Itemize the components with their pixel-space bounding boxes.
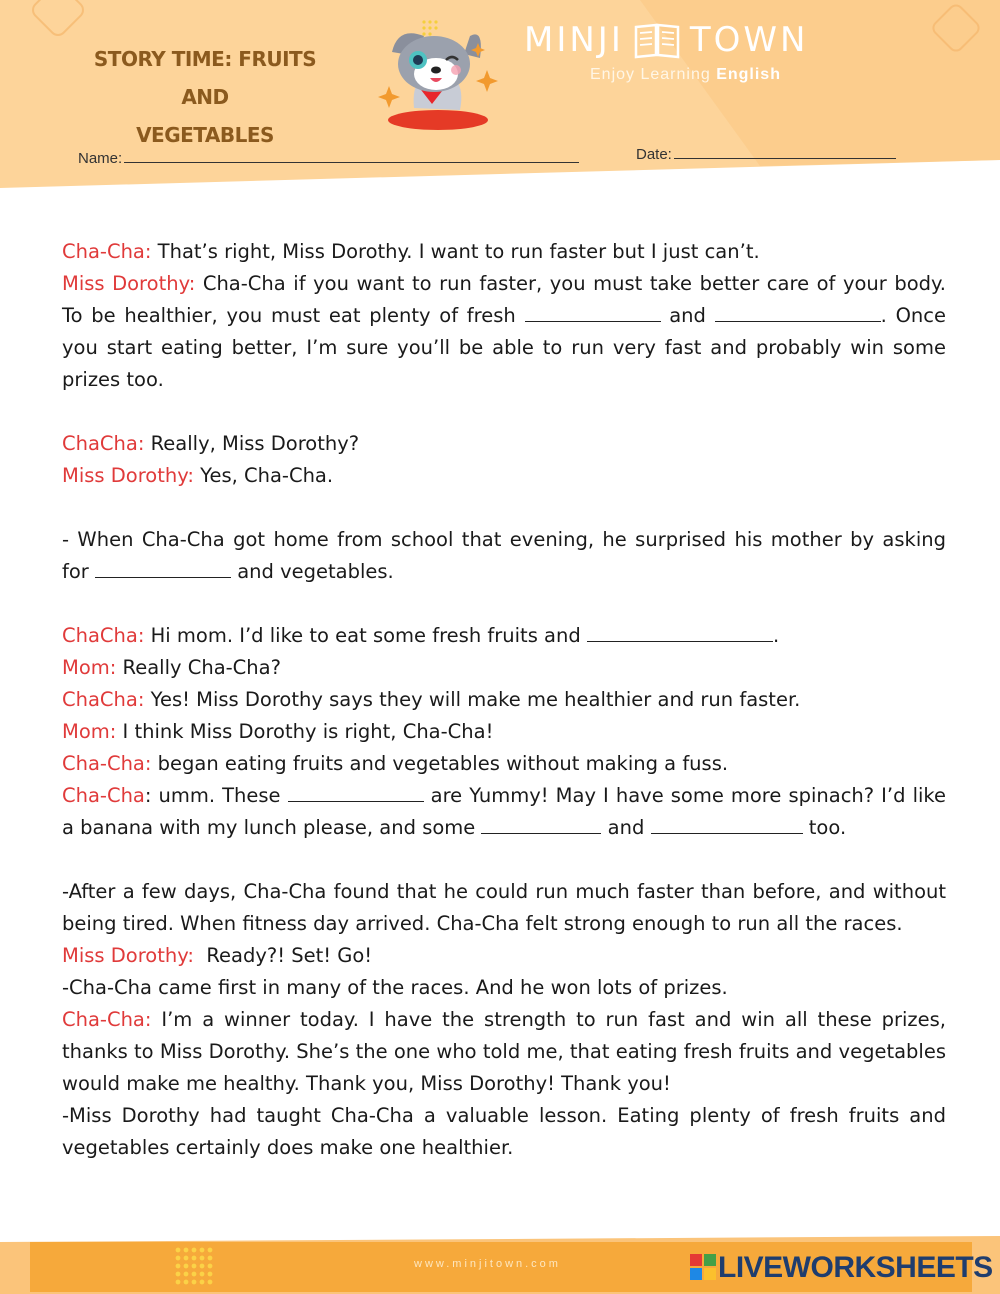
- story-line: [62, 620, 946, 652]
- narration-text: - When Cha-Cha got home from school that evening, he surprised his mother by asking for: [62, 528, 946, 583]
- story-line: [62, 716, 946, 748]
- narration-text: -Miss Dorothy had taught Cha-Cha a valuable lesson. Eating plenty of fresh fruits and vegetables certainly does make one healthier.: [62, 1104, 946, 1159]
- dialogue-text: : umm. These: [144, 784, 288, 807]
- speaker-label: Cha-Cha:: [62, 752, 152, 775]
- dialogue-text: Really, Miss Dorothy?: [144, 432, 360, 455]
- dialogue-text: and: [660, 304, 715, 327]
- liveworksheets-logo[interactable]: [690, 1252, 993, 1284]
- name-field: [78, 148, 579, 167]
- story-line: [62, 780, 946, 844]
- dialogue-text: and: [601, 816, 651, 839]
- narration: [62, 524, 946, 588]
- narration: [62, 972, 946, 1004]
- liveworksheets-icon: [690, 1254, 718, 1282]
- story-line: [62, 748, 946, 780]
- dialogue-text: Hi mom. I’d like to eat some fresh fruits and: [144, 624, 587, 647]
- speaker-label: Miss Dorothy:: [62, 944, 194, 967]
- blank-7[interactable]: [651, 813, 803, 834]
- speaker-label: ChaCha:: [62, 688, 145, 711]
- dialogue-text: Ready?! Set! Go!: [193, 944, 373, 967]
- narration-text: -After a few days, Cha-Cha found that he could run much faster than before, and without being tired. When fitness day arrived. Cha-Cha felt strong enough to run all the races.: [62, 880, 946, 935]
- narration-text: -Cha-Cha came first in many of the races. And he won lots of prizes.: [62, 976, 728, 999]
- tagline: [590, 66, 781, 84]
- dialogue-text: Yes! Miss Dorothy says they will make me healthier and run faster.: [144, 688, 801, 711]
- minji-town-logo: [524, 18, 844, 62]
- speaker-label: Miss Dorothy:: [62, 464, 194, 487]
- story-title-line1: STORY TIME: FRUITS AND: [93, 47, 317, 109]
- blank-3[interactable]: [95, 557, 231, 578]
- liveworksheets-text: LIVEWORKSHEETS: [718, 1251, 993, 1284]
- narration: [62, 1100, 946, 1164]
- tagline-prefix: Enjoy Learning: [590, 66, 717, 83]
- blank-1[interactable]: [525, 301, 661, 322]
- name-label: Name:: [78, 150, 123, 167]
- dialogue-text: are Yummy! May I have some more spinach? I’d like a banana with my lunch please, and some: [62, 784, 946, 839]
- story-line: [62, 940, 946, 972]
- narration-text: and vegetables.: [231, 560, 394, 583]
- speaker-label: Mom:: [62, 656, 117, 679]
- speaker-label: Miss Dorothy:: [62, 272, 196, 295]
- date-field: [636, 144, 896, 163]
- story-line: [62, 236, 946, 268]
- dialogue-text: began eating fruits and vegetables without making a fuss.: [151, 752, 729, 775]
- speaker-label: ChaCha:: [62, 624, 145, 647]
- speaker-label: Cha-Cha:: [62, 240, 152, 263]
- narration: [62, 876, 946, 940]
- story-title-line2: VEGETABLES: [136, 123, 274, 147]
- speaker-label: ChaCha:: [62, 432, 145, 455]
- brand-right: TOWN: [689, 20, 809, 60]
- tagline-bold: English: [716, 66, 781, 83]
- footer-url[interactable]: www.minjitown.com: [414, 1258, 561, 1270]
- story-line: [62, 652, 946, 684]
- blank-6[interactable]: [481, 813, 601, 834]
- date-label: Date:: [636, 146, 672, 163]
- story-line: [62, 268, 946, 396]
- blank-5[interactable]: [288, 781, 424, 802]
- dialogue-text: That’s right, Miss Dorothy. I want to run faster but I just can’t.: [151, 240, 760, 263]
- dialogue-text: Yes, Cha-Cha.: [193, 464, 334, 487]
- puppy-mascot-icon: [372, 8, 500, 133]
- book-icon: [632, 21, 682, 59]
- dialogue-text: I think Miss Dorothy is right, Cha-Cha!: [116, 720, 494, 743]
- speaker-label: Cha-Cha:: [62, 1008, 152, 1031]
- blank-4[interactable]: [587, 621, 773, 642]
- dialogue-text: too.: [802, 816, 847, 839]
- speaker-label: Cha-Cha: [62, 784, 145, 807]
- name-input-line[interactable]: [124, 148, 579, 163]
- story-line: [62, 428, 946, 460]
- blank-2[interactable]: [715, 301, 881, 322]
- dialogue-text: Really Cha-Cha?: [116, 656, 281, 679]
- date-input-line[interactable]: [674, 144, 896, 159]
- story-line: [62, 460, 946, 492]
- dialogue-text: I’m a winner today. I have the strength to run fast and win all these prizes, thanks to Miss Dorothy. She’s the one who told me, that eating fresh fruits and vegetables would make me healthy. Thank you, Miss Dorothy! Thank you!: [62, 1008, 946, 1095]
- story-line: [62, 1004, 946, 1100]
- speaker-label: Mom:: [62, 720, 117, 743]
- dialogue-text: . Once you start eating better, I’m sure you’ll be able to run very fast and probably win some prizes too.: [62, 304, 946, 391]
- story-content: [62, 236, 946, 1164]
- story-line: [62, 684, 946, 716]
- story-title: [70, 40, 340, 154]
- dialogue-text: .: [772, 624, 780, 647]
- brand-left: MINJI: [524, 20, 624, 60]
- dialogue-text: Cha-Cha if you want to run faster, you must take better care of your body. To be healthier, you must eat plenty of fresh: [62, 272, 947, 327]
